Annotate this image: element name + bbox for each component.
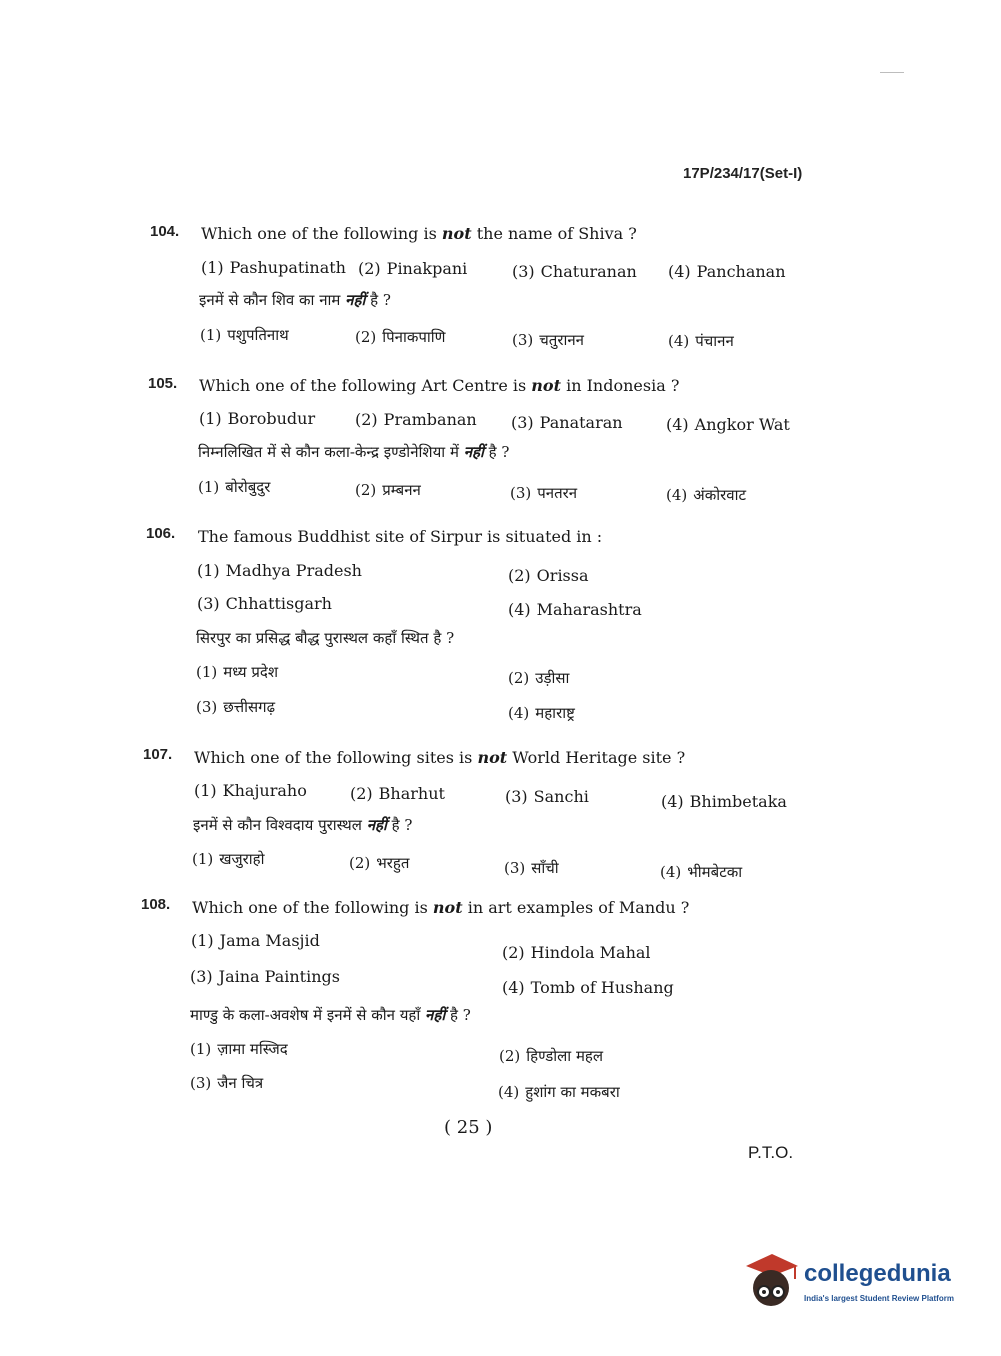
option: [666, 415, 790, 434]
question-text: Which one of the following is not the name of Shiva ?: [201, 224, 637, 243]
option-label: भरहुत: [376, 854, 410, 872]
option-hindi: [510, 483, 577, 503]
option-hindi: [349, 853, 409, 873]
option: [358, 259, 467, 278]
option: [355, 410, 477, 429]
option-label: Orissa: [536, 566, 589, 585]
option-number: (4): [668, 262, 691, 281]
option: [668, 262, 786, 281]
option-label: Hindola Mahal: [530, 943, 651, 962]
option-label: Maharashtra: [536, 600, 642, 619]
option-number: (3): [511, 413, 534, 432]
option-label: पनतरन: [537, 484, 578, 502]
option-label: Sanchi: [533, 787, 589, 806]
option: [512, 262, 637, 281]
option-number: (2): [355, 328, 377, 346]
option-number: (4): [508, 600, 531, 619]
option: [661, 792, 787, 811]
option: [502, 943, 651, 962]
option-number: (3): [512, 331, 534, 349]
option-number: (2): [499, 1047, 521, 1065]
option-hindi: [198, 477, 270, 497]
option-label: Chhattisgarh: [225, 594, 332, 613]
logo-tagline: India's largest Student Review Platform: [804, 1294, 954, 1303]
option-hindi: [504, 858, 559, 878]
option-label: Prambanan: [383, 410, 477, 429]
option-number: (3): [510, 484, 532, 502]
option-number: (1): [192, 850, 214, 868]
option-number: (1): [191, 931, 214, 950]
option-number: (1): [200, 326, 222, 344]
option-label: साँची: [531, 859, 559, 877]
option-label: पंचानन: [695, 332, 734, 350]
option-label: महाराष्ट्र: [535, 704, 575, 722]
option-hindi: [508, 703, 575, 723]
option-label: उड़ीसा: [535, 669, 570, 687]
option-label: Bharhut: [378, 784, 445, 803]
option-number: (2): [508, 566, 531, 585]
option-number: (3): [505, 787, 528, 806]
option-hindi: [666, 485, 746, 505]
option-label: मध्य प्रदेश: [223, 663, 279, 681]
option-hindi: [512, 330, 584, 350]
logo-name: collegedunia: [804, 1260, 951, 1287]
option-label: Jama Masjid: [219, 931, 320, 950]
option: [505, 787, 589, 806]
option-number: (4): [502, 978, 525, 997]
option-number: (2): [349, 854, 371, 872]
option-label: Jaina Paintings: [218, 967, 340, 986]
option-hindi: [190, 1039, 288, 1059]
option-number: (3): [504, 859, 526, 877]
option-number: (2): [508, 669, 530, 687]
option-number: (4): [666, 486, 688, 504]
option-number: (2): [355, 481, 377, 499]
option-number: (2): [502, 943, 525, 962]
scan-mark: [880, 72, 904, 73]
question-number: 107.: [143, 746, 173, 763]
question-number: 106.: [146, 525, 176, 542]
option-number: (3): [197, 594, 220, 613]
option-label: प्रम्बनन: [382, 481, 421, 499]
option-number: (1): [194, 781, 217, 800]
option-label: Angkor Wat: [694, 415, 790, 434]
option-hindi: [660, 862, 742, 882]
question-text-hindi: माण्डु के कला-अवशेष में इनमें से कौन यहाँ नहीं है ?: [190, 1006, 471, 1024]
student-mascot-icon: [742, 1252, 800, 1314]
option-number: (1): [199, 409, 222, 428]
option-number: (2): [358, 259, 381, 278]
question-number: 104.: [150, 223, 180, 240]
option: [201, 258, 346, 277]
option-label: Panataran: [539, 413, 623, 432]
option-number: (3): [196, 698, 218, 716]
option: [191, 931, 320, 950]
option-number: (4): [660, 863, 682, 881]
option: [350, 784, 445, 803]
option-label: हिण्डोला महल: [526, 1047, 604, 1065]
question-text-hindi: इनमें से कौन शिव का नाम नहीं है ?: [199, 291, 391, 309]
option-hindi: [196, 697, 275, 717]
option-label: पिनाकपाणि: [382, 328, 446, 346]
option-label: Tomb of Hushang: [530, 978, 674, 997]
option-hindi: [200, 325, 289, 345]
collegedunia-logo[interactable]: [742, 1252, 972, 1314]
question-text-hindi: सिरपुर का प्रसिद्ध बौद्ध पुरास्थल कहाँ स्थित है ?: [196, 629, 455, 647]
option: [502, 978, 674, 997]
question-number: 105.: [148, 375, 178, 392]
option: [508, 600, 642, 619]
option: [511, 413, 623, 432]
option-number: (3): [190, 1074, 212, 1092]
option-number: (4): [666, 415, 689, 434]
option-hindi: [355, 480, 421, 500]
option-number: (1): [190, 1040, 212, 1058]
option-label: Madhya Pradesh: [225, 561, 362, 580]
option: [194, 781, 307, 800]
option-number: (3): [512, 262, 535, 281]
question-text: Which one of the following Art Centre is not in Indonesia ?: [199, 376, 680, 395]
option-label: छत्तीसगढ़: [223, 698, 276, 716]
option-hindi: [196, 662, 278, 682]
question-text: Which one of the following sites is not World Heritage site ?: [194, 748, 686, 767]
option-label: बोरोबुदुर: [225, 478, 271, 496]
option-number: (2): [350, 784, 373, 803]
option-number: (4): [508, 704, 530, 722]
option-hindi: [508, 668, 569, 688]
option-label: Pinakpani: [386, 259, 468, 278]
option-label: खजुराहो: [219, 850, 265, 868]
option-label: हुशांग का मकबरा: [525, 1083, 620, 1101]
option-hindi: [668, 331, 734, 351]
option-number: (4): [498, 1083, 520, 1101]
question-text: Which one of the following is not in art examples of Mandu ?: [192, 898, 690, 917]
option-hindi: [499, 1046, 603, 1066]
pto-label: P.T.O.: [748, 1143, 794, 1162]
option-hindi: [190, 1073, 263, 1093]
option-label: अंकोरवाट: [693, 486, 747, 504]
paper-code: 17P/234/17(Set-I): [683, 165, 803, 182]
option-number: (4): [668, 332, 690, 350]
option-hindi: [498, 1082, 620, 1102]
option-label: Borobudur: [227, 409, 316, 428]
option: [190, 967, 340, 986]
question-text: The famous Buddhist site of Sirpur is situated in :: [198, 527, 603, 546]
option-number: (1): [198, 478, 220, 496]
option: [197, 561, 362, 580]
option-number: (4): [661, 792, 684, 811]
option-label: जैन चित्र: [217, 1074, 264, 1092]
option-label: Pashupatinath: [229, 258, 346, 277]
option: [199, 409, 315, 428]
option: [508, 566, 589, 585]
option-label: Bhimbetaka: [689, 792, 787, 811]
option-label: चतुरानन: [539, 331, 584, 349]
page-number: ( 25 ): [444, 1117, 493, 1138]
question-text-hindi: निम्नलिखित में से कौन कला-केन्द्र इण्डोनेशिया में नहीं है ?: [198, 443, 510, 461]
option-label: भीमबेटका: [687, 863, 743, 881]
option-hindi: [355, 327, 446, 347]
option-label: Chaturanan: [540, 262, 637, 281]
option-label: ज़ामा मस्जिद: [217, 1040, 288, 1058]
option-number: (1): [197, 561, 220, 580]
option-number: (1): [196, 663, 218, 681]
option-label: Panchanan: [696, 262, 786, 281]
question-number: 108.: [141, 896, 171, 913]
option-number: (2): [355, 410, 378, 429]
option-number: (1): [201, 258, 224, 277]
option-label: Khajuraho: [222, 781, 307, 800]
option-label: पशुपतिनाथ: [227, 326, 289, 344]
option: [197, 594, 332, 613]
question-text-hindi: इनमें से कौन विश्वदाय पुरास्थल नहीं है ?: [193, 816, 413, 834]
option-hindi: [192, 849, 265, 869]
option-number: (3): [190, 967, 213, 986]
